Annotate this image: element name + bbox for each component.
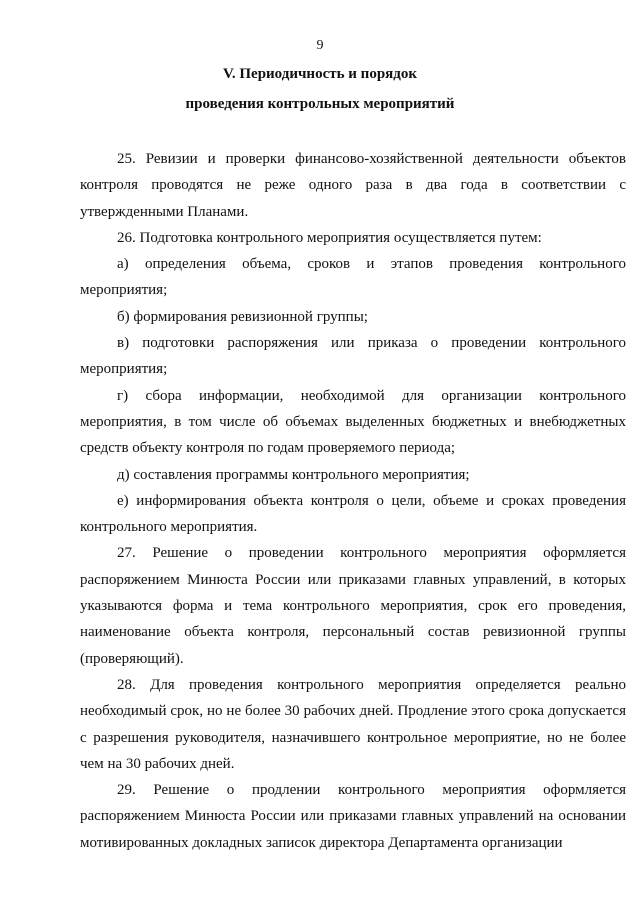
paragraph-26-g: г) сбора информации, необходимой для организации контрольного мероприятия, в том числе об объемах выделенных бюджетных и внебюджетных средств объекту контроля по годам проверяемого периода; xyxy=(80,387,626,457)
paragraph-26-e: е) информирования объекта контроля о цели, объеме и сроках проведения контрольного мероприятия. xyxy=(80,492,626,536)
paragraph-25: 25. Ревизии и проверки финансово-хозяйственной деятельности объектов контроля проводятся не реже одного раза в два года в соответствии с утвержденными Планами. xyxy=(80,151,626,220)
paragraph-29: 29. Решение о продлении контрольного мероприятия оформляется распоряжением Минюста России или приказами главных управлений на основании мотивированных докладных записок директора Департамента организации xyxy=(80,782,626,851)
section-heading-line-1: V. Периодичность и порядок xyxy=(222,66,418,82)
body-text xyxy=(80,146,626,856)
paragraph-27: 27. Решение о проведении контрольного мероприятия оформляется распоряжением Минюста России или приказами главных управлений, в которых указываются форма и тема контрольного мероприятия, срок его проведения, наименование объекта контроля, персональный состав ревизионной группы (проверяющий). xyxy=(80,545,626,667)
paragraph-26-b: б) формирования ревизионной группы; xyxy=(117,308,368,325)
paragraph-28: 28. Для проведения контрольного мероприятия определяется реально необходимый срок, но не более 30 рабочих дней. Продление этого срока допускается с разрешения руководителя, назначившего контрольное мероприятие, но не более чем на 30 рабочих дней. xyxy=(80,676,626,772)
paragraph-26-v: в) подготовки распоряжения или приказа о проведении контрольного мероприятия; xyxy=(80,335,626,378)
section-heading-line-2: проведения контрольных мероприятий xyxy=(185,96,455,112)
paragraph-26-a: а) определения объема, сроков и этапов проведения контрольного мероприятия; xyxy=(80,256,626,299)
page-number: 9 xyxy=(316,38,324,53)
paragraph-26-d: д) составления программы контрольного мероприятия; xyxy=(117,466,470,483)
paragraph-26: 26. Подготовка контрольного мероприятия осуществляется путем: xyxy=(117,229,542,246)
